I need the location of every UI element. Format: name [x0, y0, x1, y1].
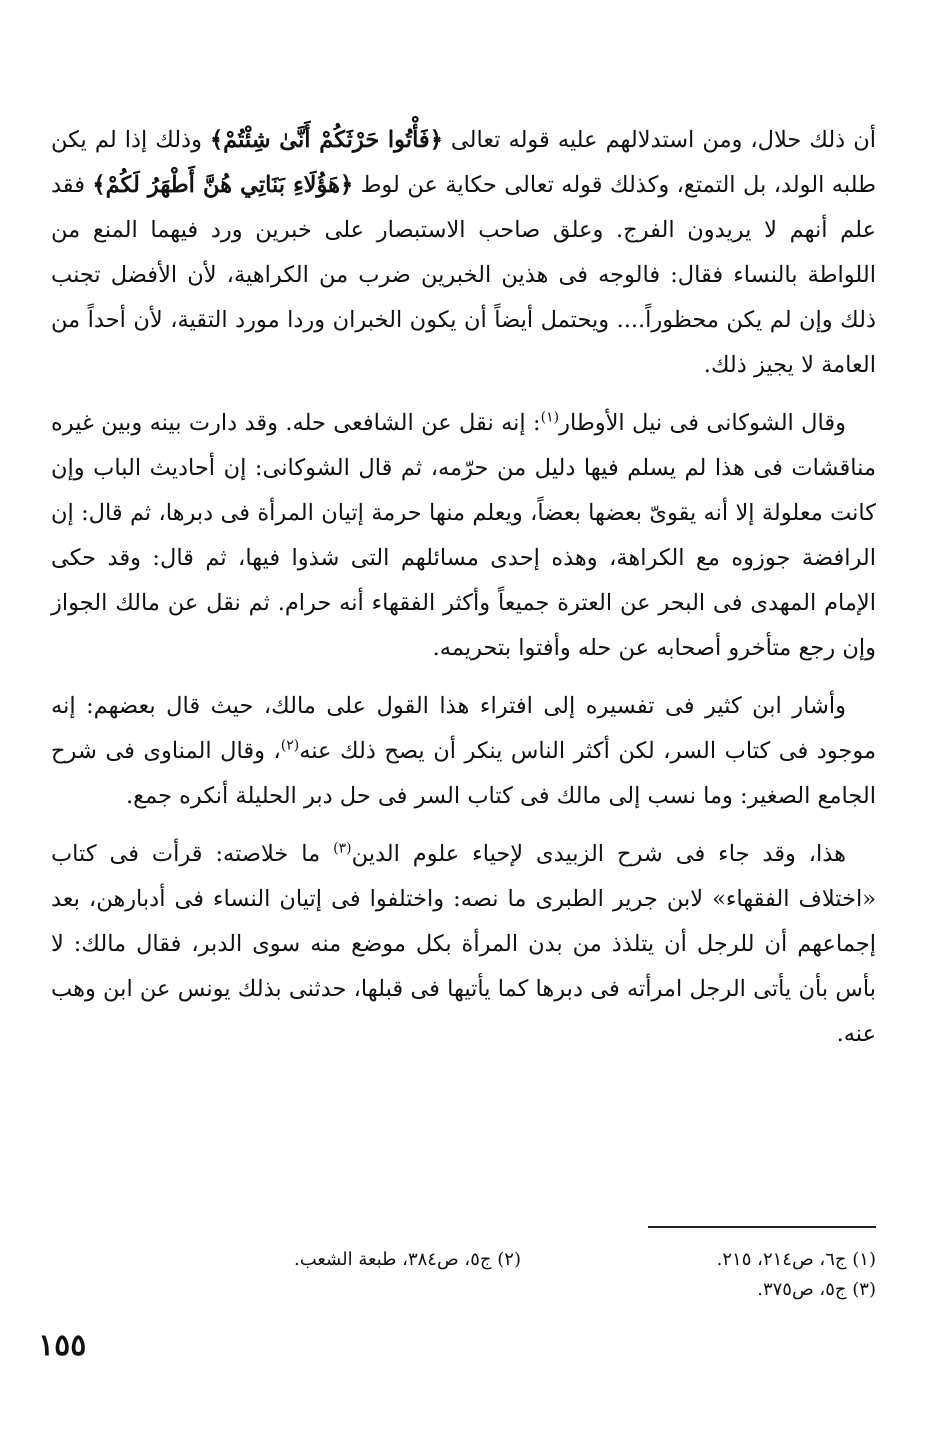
paragraph-1-text-c: فقد علم أنهم لا يريدون الفرج. وعلق صاحب الاستبصار على خبرين ورد فيهما المنع من اللواطة بالنساء فقال: فالوجه فى هذين الخبرين ضرب من الكراهية، لأن الأفضل تجنب ذلك وإن لم يكن محظوراً.... ويحتمل أيضاً أن يكون الخبران وردا مورد التقية، لأن أحداً من العامة لا يجيز ذلك.	[51, 172, 876, 378]
paragraph-2-text-a: وقال الشوكانى فى نيل الأوطار	[559, 410, 847, 436]
verse-open-bracket: ﴿	[429, 127, 443, 153]
paragraph-3-text-b: ، وقال المناوى فى شرح الجامع الصغير: وما نسب إلى مالك فى كتاب السر فى حل دبر الحليلة أنكره جمع.	[51, 738, 876, 809]
footnote-row	[51, 1275, 876, 1305]
paragraph-1-text-a: أن ذلك حلال، ومن استدلالهم عليه قوله تعالى	[442, 127, 877, 153]
footnote-2: (٢) ج٥، ص٣٨٤، طبعة الشعب.	[293, 1249, 521, 1270]
footnote-ref-2[interactable]: (٢)	[280, 737, 300, 754]
paragraph-4-text-a: هذا، وقد جاء فى شرح الزبيدى لإحياء علوم الدين	[351, 841, 846, 867]
footnote-separator	[648, 1226, 876, 1228]
main-text	[51, 118, 876, 1070]
quran-verse-1: فَأْتُوا حَرْثَكُمْ أَنَّىٰ شِئْتُمْ	[223, 127, 430, 153]
footnote-1: (١) ج٦، ص٢١٤، ٢١٥.	[716, 1249, 876, 1270]
footnotes	[51, 1245, 876, 1305]
paragraph-1	[51, 118, 876, 388]
page-number: ١٥٥	[38, 1328, 87, 1363]
footnote-ref-1[interactable]: (١)	[540, 409, 560, 426]
paragraph-4-text-b: ما خلاصته: قرأت فى كتاب «اختلاف الفقهاء» لابن جرير الطبرى ما نصه: واختلفوا فى إتيان النساء فى أدبارهن، بعد إجماعهم أن للرجل أن يتلذذ من بدن المرأة بكل موضع منه سوى الدبر، فقال مالك: لا بأس بأن يأتى الرجل امرأته فى دبرها كما يأتيها فى قبلها، حدثنى بذلك يونس عن ابن وهب عنه.	[51, 841, 876, 1047]
verse-close-bracket: ﴾	[92, 172, 106, 198]
paragraph-2-text-b: : إنه نقل عن الشافعى حله. وقد دارت بينه وبين غيره مناقشات فى هذا لم يسلم فيها دليل من حرّمه، ثم قال الشوكانى: إن أحاديث الباب وإن كانت معلولة إلا أنه يقوىّ بعضها بعضاً، ويعلم منها حرمة إتيان المرأة فى دبرها، ثم قال: إن الرافضة جوزوه مع الكراهة، وهذه إحدى مسائلهم التى شذوا فيها، ثم قال: وقد حكى الإمام المهدى فى البحر عن العترة جميعاً وأكثر الفقهاء أنه حرام. ثم نقل عن مالك الجواز وإن رجع متأخرو أصحابه عن حله وأفتوا بتحريمه.	[51, 410, 876, 661]
footnote-row	[51, 1245, 876, 1275]
paragraph-1-text-b: وذلك إذا لم يكن طلبه الولد، بل التمتع، وكذلك قوله تعالى حكاية عن لوط	[51, 127, 876, 198]
verse-open-bracket: ﴿	[340, 172, 354, 198]
paragraph-2	[51, 401, 876, 671]
paragraph-3	[51, 684, 876, 819]
footnote-ref-3[interactable]: (٣)	[333, 840, 352, 857]
paragraph-3-text-a: وأشار ابن كثير فى تفسيره إلى افتراء هذا القول على مالك، حيث قال بعضهم: إنه موجود فى كتاب السر، لكن أكثر الناس ينكر أن يصح ذلك عنه	[51, 693, 876, 764]
verse-close-bracket: ﴾	[209, 127, 224, 153]
footnote-3: (٣) ج٥، ص٣٧٥.	[757, 1279, 876, 1300]
paragraph-4	[51, 832, 876, 1057]
quran-verse-2: هَؤُلَاءِ بَنَاتِي هُنَّ أَطْهَرُ لَكُمْ	[105, 172, 341, 198]
